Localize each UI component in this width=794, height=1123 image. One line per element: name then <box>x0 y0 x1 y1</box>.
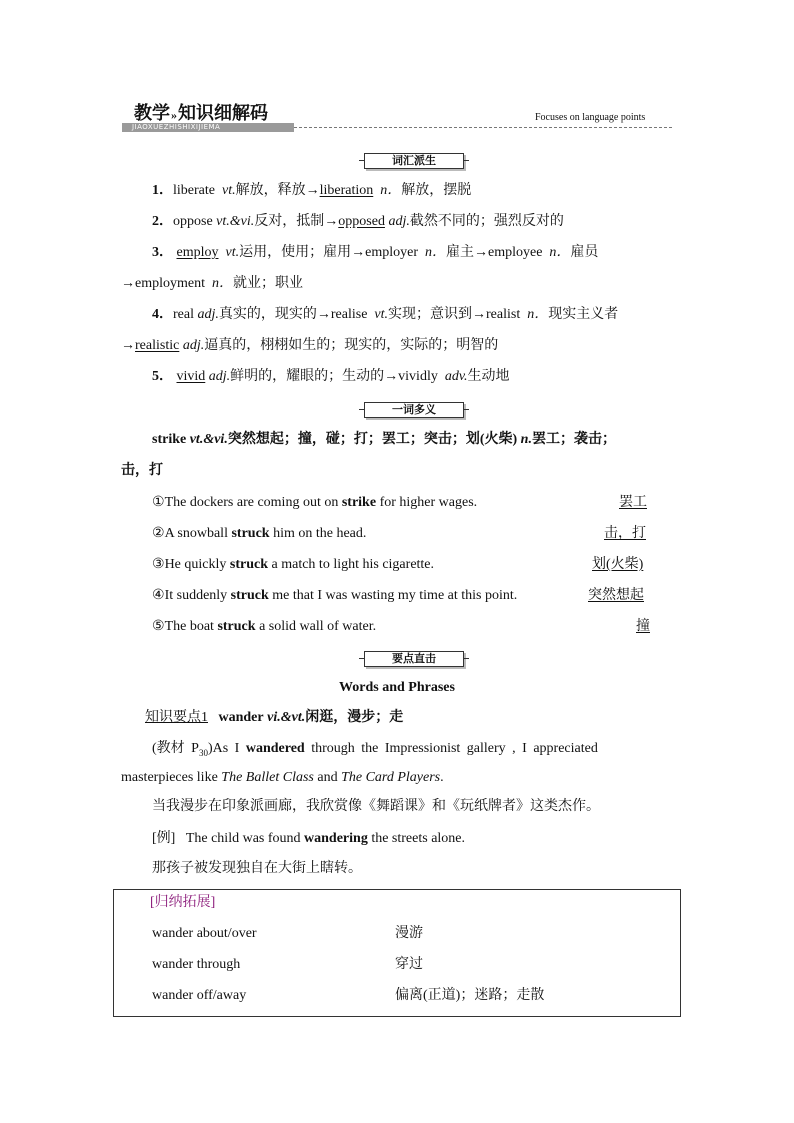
pos: adj. <box>208 369 231 384</box>
sentence-part: a match to light his cigarette. <box>268 557 435 572</box>
sentence-part: me that I was wasting my time at this point. <box>268 588 518 603</box>
keypoints-heading: Words and Phrases <box>339 680 455 695</box>
meaning: 真实的，现实的→realise <box>218 307 368 322</box>
item-number: 5． <box>152 369 173 384</box>
item-number: 4． <box>152 307 173 322</box>
pos: vt.&vi. <box>216 214 255 229</box>
section-label-polysemy: 一词多义 <box>364 402 464 418</box>
example-number: ④ <box>152 588 165 603</box>
header-title <box>134 99 268 125</box>
vocab-item-4-cont <box>121 336 498 356</box>
phrase-en: wander about/over <box>152 926 257 941</box>
sentence-part: . <box>440 770 444 785</box>
sentence-part: and <box>313 770 342 785</box>
textbook-sentence-line2 <box>121 768 444 788</box>
example-sentence-5 <box>152 617 376 637</box>
head-word: strike <box>152 432 187 447</box>
keyword: struck <box>230 588 269 603</box>
polysemy-headword-cont: 击，打 <box>121 463 163 478</box>
sentence-part: The boat <box>164 619 218 634</box>
example-sentence <box>152 829 465 849</box>
vocab-word: oppose <box>173 214 213 229</box>
pos: vi.&vt. <box>267 710 306 725</box>
header-subtitle: Focuses on language points <box>535 112 646 123</box>
polysemy-headword <box>152 430 616 450</box>
header-pinyin: JIAOXUEZHISHIXIJIEMA <box>122 123 294 132</box>
sentence-part: masterpieces like <box>121 770 222 785</box>
example-translation: 那孩子被发现独自在大街上瞎转。 <box>152 861 362 876</box>
keypoint-1 <box>145 708 403 728</box>
example-number: ② <box>152 526 165 541</box>
sentence-part: )As I <box>207 741 246 756</box>
meaning: 闲逛，漫步；走 <box>305 710 404 725</box>
pos: n． <box>424 245 446 260</box>
sentence-part: the streets alone. <box>367 831 466 846</box>
vocab-item-4 <box>152 305 618 325</box>
meaning: 鲜明的，耀眼的；生动的→vividly <box>230 369 438 384</box>
meaning: 实现；意识到→realist <box>388 307 521 322</box>
meaning: 运用，使用；雇用→employer <box>239 245 418 260</box>
keyword: struck <box>231 526 270 541</box>
pos: vt.&vi. <box>189 432 228 447</box>
derived-word: realistic <box>135 338 180 353</box>
meaning: 现实主义者 <box>548 307 619 322</box>
meaning: 解放，释放→ <box>235 183 320 198</box>
header-title-right: 知识细解码 <box>178 103 268 123</box>
vocab-item-1 <box>152 181 471 201</box>
section-label-keypoints: 要点直击 <box>364 651 464 667</box>
sentence-part: for higher wages. <box>376 495 478 510</box>
vocab-item-3 <box>152 243 598 263</box>
arrow: → <box>121 338 135 353</box>
keyword: wandered <box>245 741 305 756</box>
pos: n. <box>520 432 532 447</box>
item-number: 2． <box>152 214 173 229</box>
sentence-part: a solid wall of water. <box>255 619 377 634</box>
pos: adv. <box>444 369 468 384</box>
meaning: 雇员 <box>570 245 599 260</box>
sentence-part: him on the head. <box>269 526 367 541</box>
page-subscript: 30 <box>198 747 208 758</box>
sentence-part: (教材 P <box>152 741 199 756</box>
section-label-vocab: 词汇派生 <box>364 153 464 169</box>
meaning: 突然想起；撞，碰；打；罢工；突击；划(火柴) <box>227 432 518 447</box>
vocab-word: employ <box>176 245 219 260</box>
derived-word: opposed <box>338 214 385 229</box>
example-number: ③ <box>152 557 165 572</box>
keypoint-label: 知识要点1 <box>145 710 208 725</box>
pos: n． <box>527 307 549 322</box>
pos: vt. <box>374 307 389 322</box>
example-sentence-4 <box>152 586 517 606</box>
textbook-translation: 当我漫步在印象派画廊，我欣赏像《舞蹈课》和《玩纸牌者》这类杰作。 <box>152 799 600 814</box>
textbook-sentence-line1 <box>152 739 672 763</box>
vocab-word: vivid <box>176 369 206 384</box>
vocab-item-3-cont <box>121 274 303 294</box>
pos: adj. <box>388 214 410 229</box>
header-title-left: 教学 <box>134 103 170 123</box>
pos: n． <box>549 245 571 260</box>
pos: adj. <box>182 338 205 353</box>
sentence-part: He quickly <box>164 557 230 572</box>
example-label: [例] <box>152 831 176 846</box>
sentence-part: through the Impressionist gallery , I appreciated <box>304 741 598 756</box>
sentence-part: It suddenly <box>164 588 231 603</box>
phrase-en: wander through <box>152 957 241 972</box>
pos: n． <box>380 183 402 198</box>
phrase-en: wander off/away <box>152 988 247 1003</box>
vocab-item-2 <box>152 212 564 232</box>
example-number: ⑤ <box>152 619 165 634</box>
meaning: 反对，抵制→ <box>254 214 339 229</box>
pos: vt. <box>225 245 240 260</box>
meaning: 截然不同的；强烈反对的 <box>409 214 564 229</box>
pos: vt. <box>221 183 236 198</box>
keyword: struck <box>217 619 256 634</box>
meaning: 解放，摆脱 <box>401 183 472 198</box>
sentence-part: The dockers are coming out on <box>164 495 342 510</box>
example-number: ① <box>152 495 165 510</box>
phrase-zh: 漫游 <box>395 926 423 941</box>
phrase-zh: 穿过 <box>395 957 423 972</box>
vocab-word: liberate <box>173 183 215 198</box>
header-divider <box>294 127 672 128</box>
example-sentence-3 <box>152 555 434 575</box>
sentence-part: The child was found <box>185 831 305 846</box>
keyword: struck <box>229 557 269 572</box>
item-number: 3． <box>152 245 173 260</box>
vocab-word: real <box>173 307 194 322</box>
example-meaning-5: 撞 <box>636 619 650 634</box>
example-meaning-1: 罢工 <box>619 495 647 510</box>
example-meaning-3: 划(火柴) <box>592 557 644 572</box>
meaning: 就业；职业 <box>233 276 303 291</box>
pos: n． <box>212 276 233 291</box>
pos: adj. <box>197 307 219 322</box>
keypoint-word: wander <box>218 710 264 725</box>
example-sentence-1 <box>152 493 477 513</box>
example-meaning-2: 击，打 <box>604 526 646 541</box>
derived-word: liberation <box>319 183 374 198</box>
phrase-zh: 偏离(正道)；迷路；走散 <box>395 988 545 1003</box>
sentence-part: A snowball <box>164 526 232 541</box>
example-sentence-2 <box>152 524 366 544</box>
meaning: 生动地 <box>467 369 510 384</box>
artwork-title: The Card Players <box>341 770 441 785</box>
meaning: 雇主→employee <box>445 245 543 260</box>
keyword: strike <box>341 495 377 510</box>
vocab-item-5 <box>152 367 510 387</box>
item-number: 1． <box>152 183 173 198</box>
derived-word: →employment <box>121 276 205 291</box>
keyword: wandering <box>304 831 368 846</box>
example-meaning-4: 突然想起 <box>588 588 644 603</box>
meaning: 罢工；袭击； <box>531 432 616 447</box>
artwork-title: The Ballet Class <box>221 770 314 785</box>
meaning: 逼真的，栩栩如生的；现实的，实际的；明智的 <box>204 338 499 353</box>
header-arrow-icon: » <box>171 108 177 122</box>
summary-box-title: [归纳拓展] <box>150 895 216 910</box>
